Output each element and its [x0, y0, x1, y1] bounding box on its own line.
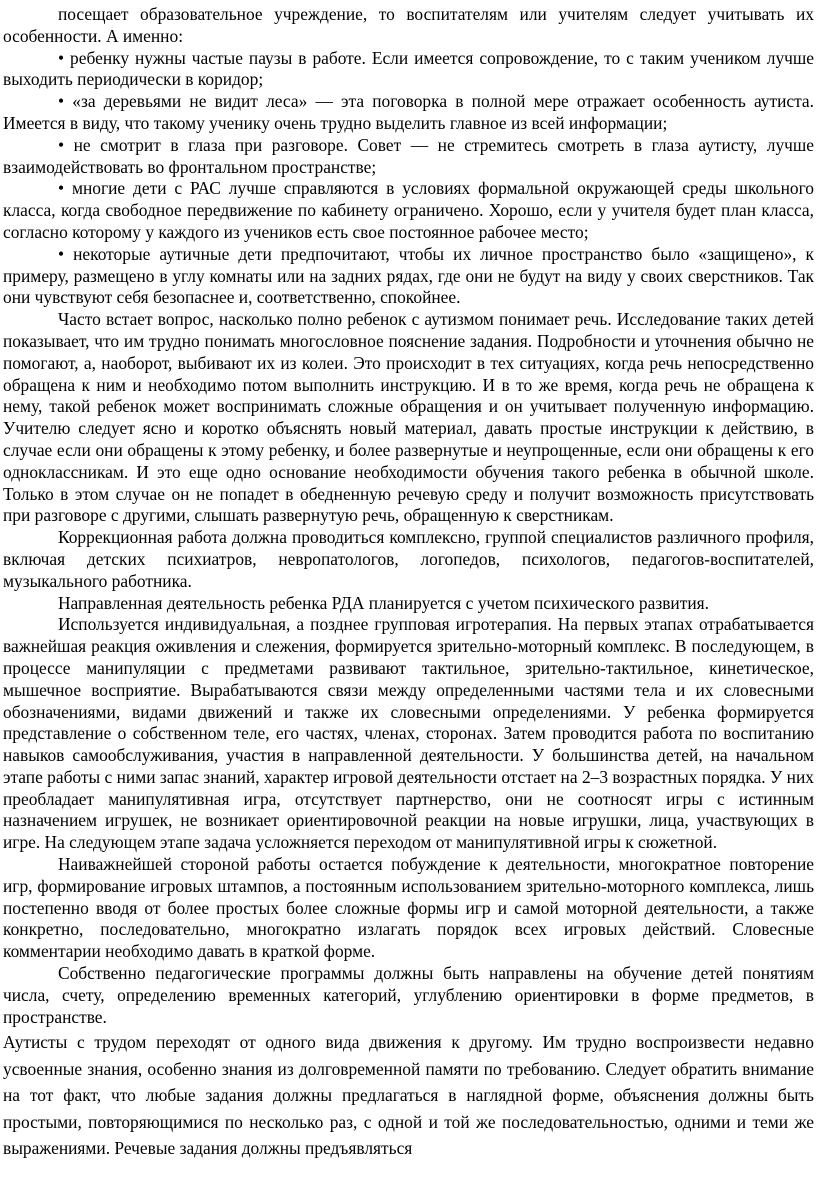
- paragraph: Используется индивидуальная, а позднее групповая игротерапия. На первых этапах отрабатывается важнейшая реакция оживления и слежения, формируется зрительно-моторный комплекс. В последующем, в процессе манипуляции с предметами развивают тактильное, зрительно-тактильное, кинетическое, мышечное восприятие. Вырабатываются связи между определенными частями тела и их словесными обозначениями, видами движений и также их словесными определениями. У ребенка формируется представление о собственном теле, его частях, членах, сторонах. Затем проводится работа по воспитанию навыков самообслуживания, участия в направленной деятельности. У большинства детей, на начальном этапе работы с ними запас знаний, характер игровой деятельности отстает на 2–3 возрастных порядка. У них преобладает манипулятивная игра, отсутствует партнерство, они не соотносят игры с истинным назначением игрушек, не возникает ориентировочной реакции на новые игрушки, лица, участвующих в игре. На следующем этапе задача усложняется переходом от манипулятивной игры к сюжетной.: [3, 614, 814, 853]
- paragraph: Направленная деятельность ребенка РДА планируется с учетом психического развития.: [58, 592, 709, 613]
- paragraph: Наиважнейшей стороной работы остается побуждение к деятельности, многократное повторение игр, формирование игровых штампов, а постоянным использованием зрительно-моторного комплекса, лишь постепенно вводя от более простых более сложные формы игр и самой моторной деятельности, а также конкретно, последовательно, многократно излагать порядок всех игровых действий. Словесные комментарии необходимо давать в краткой форме.: [3, 854, 814, 962]
- paragraph: Коррекционная работа должна проводиться комплексно, группой специалистов различного профиля, включая детских психиатров, невропатологов, логопедов, психологов, педагогов-воспитателей, музыкального работника.: [3, 527, 814, 591]
- paragraph: посещает образовательное учреждение, то воспитателям или учителям следует учитывать их особенности. А именно:: [3, 4, 814, 46]
- paragraph: Часто встает вопрос, насколько полно ребенок с аутизмом понимает речь. Исследование таких детей показывает, что им трудно понимать многословное пояснение задания. Подробности и уточнения обычно не помогают, а, наоборот, выбивают их из колеи. Это происходит в тех ситуациях, когда речь непосредственно обращена к ним и необходимо потом выполнить инструкцию. И в то же время, когда речь не обращена к нему, такой ребенок может воспринимать сложные обращения и он учитывает полученную информацию. Учителю следует ясно и коротко объяснять новый материал, давать простые инструкции к действию, в случае если они обращены к этому ребенку, и более развернутые и неупрощенные, если они обращены к его одноклассникам. И это еще одно основание необходимости обучения такого ребенка в обычной школе. Только в этом случае он не попадет в обедненную речевую среду и получит возможность присутствовать при разговоре с другими, слышать развернутую речь, обращенную к сверстникам.: [3, 309, 814, 526]
- paragraph-unindented: Аутисты с трудом переходят от одного вида движения к другому. Им трудно воспроизвести недавно усвоенные знания, особенно знания из долговременной памяти по требованию. Следует обратить внимание на тот факт, что любые задания должны предлагаться в наглядной форме, объяснения должны быть простыми, повторяющимися по несколько раз, с одной и той же последовательностью, одними и теми же выражениями. Речевые задания должны предъявляться: [3, 1032, 814, 1159]
- paragraph: Собственно педагогические программы должны быть направлены на обучение детей понятиям числа, счету, определению временных категорий, углублению ориентировки в форме предметов, в пространстве.: [3, 963, 814, 1027]
- bullet-item: • «за деревьями не видит леса» — эта поговорка в полной мере отражает особенность аутиста. Имеется в виду, что такому ученику очень трудно выделить главное из всей информации;: [3, 91, 814, 133]
- bullet-item: • многие дети с РАС лучше справляются в условиях формальной окружающей среды школьного класса, когда свободное передвижение по кабинету ограничено. Хорошо, если у учителя будет план класса, согласно которому у каждого из учеников есть свое постоянное рабочее место;: [3, 178, 814, 242]
- bullet-item: • ребенку нужны частые паузы в работе. Если имеется сопровождение, то с таким учеником лучше выходить периодически в коридор;: [3, 47, 814, 90]
- bullet-item: • некоторые аутичные дети предпочитают, чтобы их личное пространство было «защищено», к примеру, размещено в углу комнаты или на задних рядах, где они не будут на виду у своих сверстников. Так они чувствуют себя безопаснее и, соответственно, спокойнее.: [3, 243, 814, 308]
- bullet-item: • не смотрит в глаза при разговоре. Совет — не стремитесь смотреть в глаза аутисту, лучше взаимодействовать во фронтальном пространстве;: [3, 134, 814, 177]
